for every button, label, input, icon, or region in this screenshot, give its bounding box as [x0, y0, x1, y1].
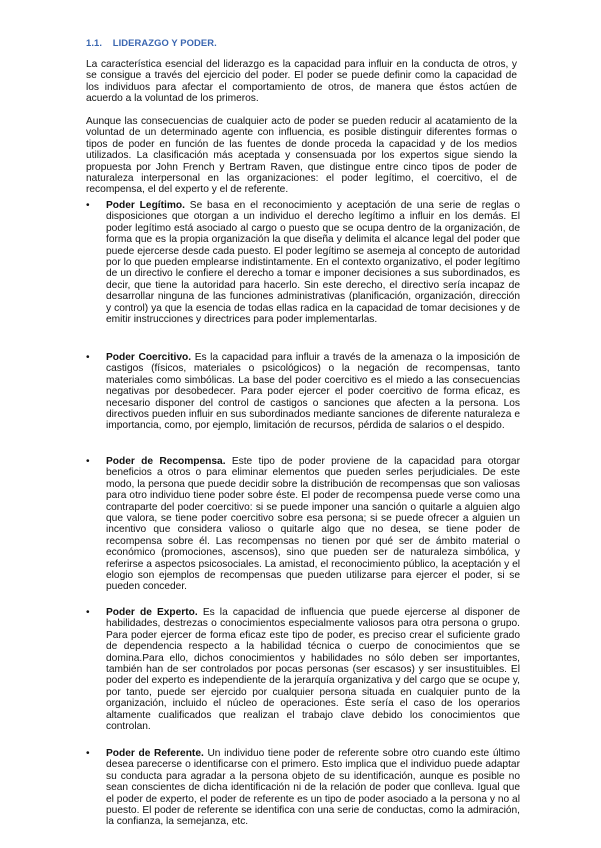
- bullet-icon: •: [86, 607, 90, 618]
- list-item-poder-experto: [86, 607, 520, 732]
- bullet-icon: •: [86, 200, 90, 211]
- item-title: Poder de Recompensa.: [106, 456, 226, 467]
- bullet-icon: •: [86, 748, 90, 759]
- item-title: Poder Legítimo.: [106, 200, 185, 211]
- item-title: Poder de Experto.: [106, 607, 198, 618]
- item-title: Poder de Referente.: [106, 748, 204, 759]
- item-text: Es la capacidad para influir a través de la amenaza o la imposición de castigos (físicos, materiales o psicológicos) o la negación de recompensas, tanto materiales como simbólicas. La base del poder coercitivo es el miedo a las consecuencias negativas por desobedecer. Para poder ejercer el poder coercitivo de forma eficaz, es necesario disponer del control de castigos o sanciones que afecten a la persona. Los directivos pueden influir en sus subordinados mediante sanciones de diferente naturaleza e importancia, como, por ejemplo, limitación de recursos, pérdida de salarios o el despido.: [106, 352, 520, 432]
- section-title: LIDERAZGO Y PODER.: [112, 37, 217, 48]
- list-item-poder-referente: [86, 748, 520, 828]
- item-title: Poder Coercitivo.: [106, 352, 192, 363]
- item-text: Un individuo tiene poder de referente sobre otro cuando este último desea parecerse o identificarse con el primero. Esto implica que el individuo puede adaptar su conducta para agradar a la persona objeto de su identificación, aunque es posible no sean conscientes de dicha identificación ni de la relación de poder que conlleva. Igual que el poder de experto, el poder de referente es un tipo de poder asociado a la persona y no al puesto. El poder de referente se identifica con una serie de conductas, como la admiración, la confianza, la semejanza, etc.: [106, 748, 521, 828]
- item-text: Se basa en el reconocimiento y aceptación de una serie de reglas o disposiciones que otorgan a un individuo el derecho legítimo a influir en los demás. El poder legítimo está asociado al cargo o puesto que se ocupa dentro de la organización, de forma que es la propia organización la que diseña y delimita el alcance legal del poder que puede ejercerse desde cada puesto. El poder legítimo se asemeja al concepto de autoridad por lo que pueden emplearse indistintamente. En el contexto organizativo, el poder legítimo de un directivo le confiere el derecho a tomar e imponer decisiones a sus subordinados, es decir, que tiene la autoridad para hacerlo. Sin este derecho, el directivo sería incapaz de desarrollar ninguna de las funciones administrativas (planificación, organización, dirección y control) ya que la esencia de todas ellas radica en la capacidad de tomar decisiones y de emitir instrucciones y directrices para poder implementarlas.: [106, 200, 520, 326]
- bullet-icon: •: [86, 352, 90, 363]
- list-item-poder-legitimo: [86, 200, 520, 325]
- list-item-poder-coercitivo: [86, 352, 520, 432]
- list-item-poder-recompensa: [86, 456, 520, 593]
- section-heading: [86, 37, 217, 48]
- intro-paragraph: La característica esencial del liderazgo es la capacidad para influir en la conducta de otros, y se consigue a través del ejercicio del poder. El poder se puede definir como la capacidad de los individuos para afectar el comportamiento de otros, de manera que éstos actúen de acuerdo a la voluntad de los primeros.: [86, 59, 517, 105]
- item-text: Es la capacidad de influencia que puede ejercerse al disponer de habilidades, destrezas o conocimientos especialmente valiosos para otra persona o grupo. Para poder ejercer de forma eficaz este tipo de poder, es preciso crear el suficiente grado de dependencia respecto a la habilidad técnica o cuerpo de conocimientos que se domina.Para ello, dichos conocimientos y habilidades no sólo deben ser importantes, también han de ser controlados por pocas personas (ser escasos) y ser insustituibles. El poder del experto es independiente de la jerarquía organizativa y del cargo que se ocupe y, por tanto, puede ser ejercido por cualquier persona situada en cualquier punto de la organización, incluido el núcleo de operaciones. Éste sería el caso de los operarios altamente cualificados que realizan el trabajo clave debido los conocimientos que controlan.: [106, 607, 520, 733]
- section-number: 1.1.: [86, 37, 103, 48]
- item-text: Este tipo de poder proviene de la capacidad para otorgar beneficios a otros o para eliminar elementos que pueden serles perjudiciales. De este modo, la persona que puede decidir sobre la distribución de recompensas que son valiosas para otro individuo tiene poder sobre éste. El poder de recompensa puede verse como una contraparte del poder coercitivo: si se puede imponer una sanción o quitarle a alguien algo que valora, se tiene poder coercitivo sobre esa persona; si se puede ofrecer a alguien un incentivo que considera valioso o quitarle algo que no desea, se tiene poder de recompensa sobre él. Las recompensas no tienen por qué ser de ámbito material o económico (promociones, ascensos), sino que pueden ser de naturaleza simbólica, y referirse a aspectos psicosociales. La amistad, el reconocimiento público, la aceptación y el elogio son ejemplos de recompensas que pueden utilizarse para ejercer el poder, si se pueden conceder.: [106, 456, 520, 593]
- bullet-icon: •: [86, 456, 90, 467]
- classification-paragraph: Aunque las consecuencias de cualquier acto de poder se pueden reducir al acatamiento de la voluntad de un determinado agente con influencia, es posible distinguir diferentes formas o tipos de poder en función de las fuentes de donde proceda la capacidad y de los medios utilizados. La clasificación más aceptada y consensuada por los expertos sigue siendo la propuesta por John French y Bertram Raven, que distingue entre cinco tipos de poder de naturaleza interpersonal en las organizaciones: el poder legítimo, el coercitivo, el de recompensa, el del experto y el de referente.: [86, 116, 517, 196]
